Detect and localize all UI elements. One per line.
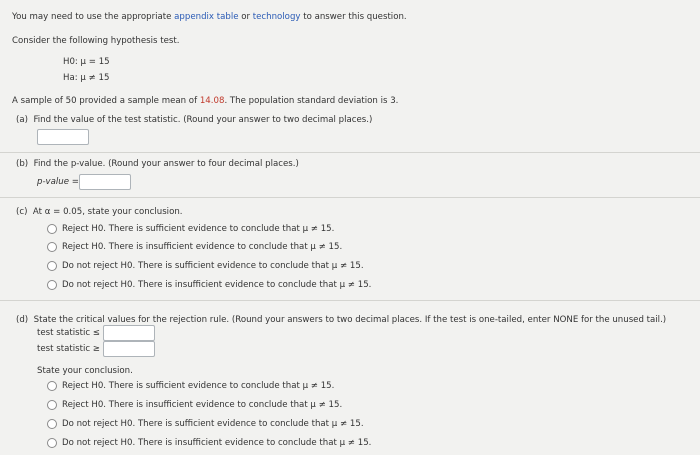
upper-critical-label: test statistic ≥: [37, 344, 100, 354]
part-d-option-1[interactable]: Reject H0. There is sufficient evidence to conclude that μ ≠ 15.: [47, 381, 334, 391]
radio-button[interactable]: [47, 381, 57, 391]
part-c-option-3[interactable]: Do not reject H0. There is sufficient evidence to conclude that μ ≠ 15.: [47, 261, 364, 271]
test-statistic-input[interactable]: [37, 129, 89, 145]
part-b-question: (b) Find the p-value. (Round your answer to four decimal places.): [16, 159, 299, 169]
technology-link[interactable]: technology: [252, 12, 301, 22]
part-c-option-4[interactable]: Do not reject H0. There is insufficient evidence to conclude that μ ≠ 15.: [47, 280, 371, 290]
part-d-option-2[interactable]: Reject H0. There is insufficient evidence to conclude that μ ≠ 15.: [47, 400, 342, 410]
part-d-question: (d) State the critical values for the rejection rule. (Round your answers to two decimal places. If the test is one-tailed, enter NONE for the unused tail.): [16, 315, 667, 325]
radio-button[interactable]: [47, 400, 57, 410]
part-d-option-3[interactable]: Do not reject H0. There is sufficient evidence to conclude that μ ≠ 15.: [47, 419, 364, 429]
radio-button[interactable]: [47, 224, 57, 234]
part-c-question: (c) At α = 0.05, state your conclusion.: [16, 207, 183, 217]
lower-critical-input[interactable]: [103, 325, 155, 341]
lower-critical-label: test statistic ≤: [37, 328, 100, 338]
appendix-table-link[interactable]: appendix table: [174, 12, 239, 22]
part-c-option-1[interactable]: Reject H0. There is sufficient evidence to conclude that μ ≠ 15.: [47, 224, 334, 234]
alt-hypothesis: Ha: μ ≠ 15: [63, 73, 110, 83]
sample-info: A sample of 50 provided a sample mean of 14.08. The population standard deviation is 3.: [12, 96, 399, 106]
radio-button[interactable]: [47, 419, 57, 429]
p-value-label: p-value =: [37, 177, 79, 187]
consider-text: Consider the following hypothesis test.: [12, 36, 180, 46]
part-a-question: (a) Find the value of the test statistic. (Round your answer to two decimal places.): [16, 115, 373, 125]
radio-button[interactable]: [47, 438, 57, 448]
part-c-option-2[interactable]: Reject H0. There is insufficient evidence to conclude that μ ≠ 15.: [47, 242, 342, 252]
instructions: You may need to use the appropriate appendix table or technology to answer this question.: [12, 12, 407, 22]
radio-button[interactable]: [47, 242, 57, 252]
radio-button[interactable]: [47, 261, 57, 271]
radio-button[interactable]: [47, 280, 57, 290]
divider: [0, 152, 700, 153]
part-d-option-4[interactable]: Do not reject H0. There is insufficient evidence to conclude that μ ≠ 15.: [47, 438, 371, 448]
null-hypothesis: H0: μ = 15: [63, 57, 110, 67]
conclusion-prompt: State your conclusion.: [37, 366, 133, 376]
upper-critical-input[interactable]: [103, 341, 155, 357]
divider: [0, 300, 700, 301]
p-value-input[interactable]: [79, 174, 131, 190]
divider: [0, 197, 700, 198]
